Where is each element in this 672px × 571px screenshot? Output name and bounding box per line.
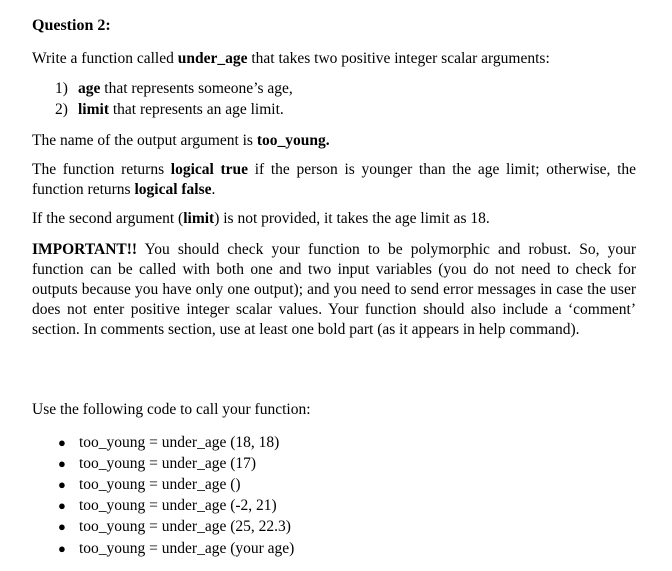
returns-text-mid: if the person is younger than the age limit; otherwise, the function returns <box>32 161 637 198</box>
list-item <box>58 453 294 474</box>
default-paragraph <box>32 209 636 229</box>
intro-paragraph <box>32 49 636 69</box>
argument-name: age <box>78 80 101 97</box>
intro-text-end: that takes two positive integer scalar arguments: <box>247 50 550 67</box>
bullet-icon: ● <box>58 519 66 535</box>
list-item <box>55 79 293 100</box>
call-code: too_young = under_age (25, 22.3) <box>79 518 291 536</box>
call-code: too_young = under_age (-2, 21) <box>79 497 277 515</box>
list-item <box>55 100 293 121</box>
limit-name: limit <box>183 210 215 227</box>
list-number: 2) <box>55 101 68 118</box>
list-number: 1) <box>55 80 68 97</box>
logical-true: logical true <box>170 161 249 178</box>
list-item <box>58 432 294 453</box>
bullet-icon: ● <box>58 434 66 450</box>
list-item <box>58 517 294 538</box>
argument-list <box>55 79 293 121</box>
default-text-end: ) is not provided, it takes the age limit as 18. <box>214 210 490 227</box>
bullet-icon: ● <box>58 455 66 471</box>
output-text: The name of the output argument is <box>32 132 257 149</box>
call-code: too_young = under_age () <box>79 475 241 493</box>
list-item <box>58 474 294 495</box>
important-text: You should check your function to be polymorphic and robust. So, your function can be called with both one and two input variables (you do not need to check for outputs because you have only one output); and you need to send error messages in case the user does not enter positive integer scalar values. Your function should also include a ‘comment’ section. In comments section, use at least one bold part (as it appears in help command). <box>32 241 636 338</box>
list-item <box>58 538 294 559</box>
list-item <box>58 496 294 517</box>
call-list <box>58 432 294 559</box>
default-text: If the second argument ( <box>32 210 184 227</box>
call-code: too_young = under_age (18, 18) <box>79 433 280 451</box>
bullet-icon: ● <box>58 540 66 556</box>
intro-text: Write a function called <box>32 50 178 67</box>
call-code: too_young = under_age (your age) <box>79 539 295 557</box>
bullet-icon: ● <box>58 498 66 514</box>
call-code: too_young = under_age (17) <box>79 454 257 472</box>
bullet-icon: ● <box>58 476 66 492</box>
argument-desc: that represents someone’s age, <box>100 80 293 97</box>
logical-false: logical false <box>134 181 212 198</box>
important-paragraph <box>32 240 636 340</box>
important-label: IMPORTANT!! <box>32 241 138 258</box>
returns-text: The function returns <box>32 161 171 178</box>
returns-paragraph <box>32 160 636 200</box>
question-heading: Question 2: <box>32 17 111 34</box>
output-paragraph <box>32 131 636 151</box>
function-name: under_age <box>177 50 248 67</box>
output-name: too_young. <box>256 132 330 149</box>
argument-name: limit <box>78 101 109 118</box>
argument-desc: that represents an age limit. <box>109 101 284 118</box>
call-intro: Use the following code to call your function: <box>32 401 311 418</box>
returns-text-end: . <box>211 181 216 198</box>
